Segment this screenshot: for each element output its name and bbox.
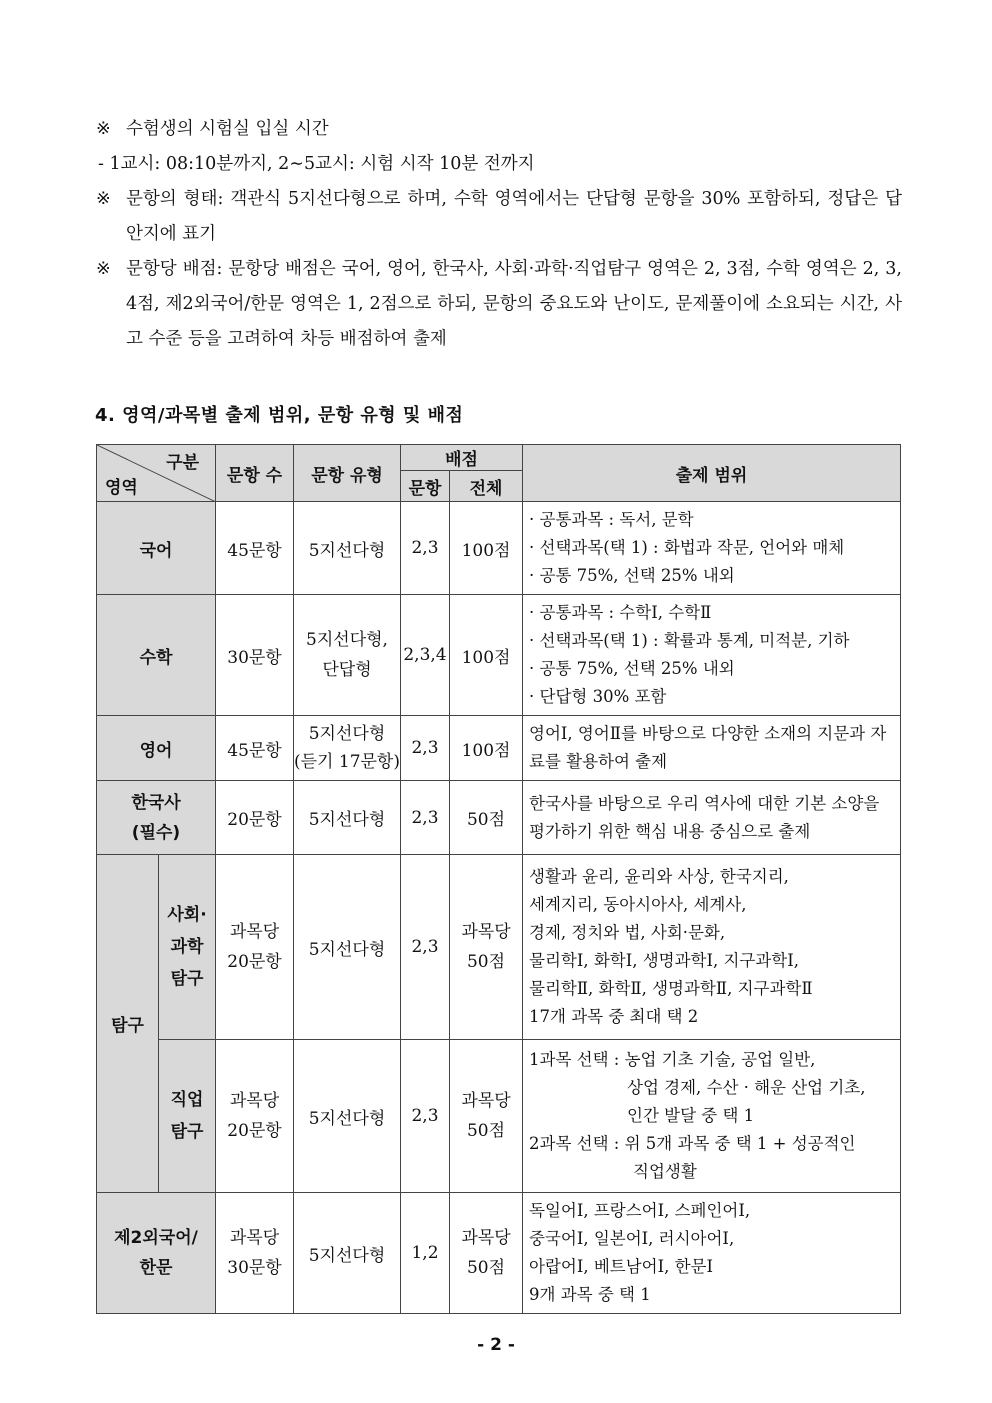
total-social-science: [450, 855, 523, 1040]
type-math-line-1: 5지선다형,: [306, 630, 388, 650]
range-line: 중국어Ⅰ, 일본어Ⅰ, 러시아어Ⅰ,: [529, 1229, 735, 1248]
range-english: 영어Ⅰ, 영어Ⅱ를 바탕으로 다양한 소재의 지문과 자료를 활용하여 출제: [523, 716, 901, 781]
count-social-science-line-2: 20문항: [227, 952, 282, 972]
area-history-line-1: 한국사: [131, 792, 181, 813]
count-social-science: [216, 855, 294, 1040]
total-math: 100점: [450, 595, 523, 716]
total-vocational: [450, 1040, 523, 1193]
total-history: 50점: [450, 781, 523, 855]
total-vocational-line-2: 50점: [466, 1121, 506, 1141]
per-item-social-science: 2,3: [401, 855, 450, 1040]
count-history: 20문항: [216, 781, 294, 855]
section-title: 4. 영역/과목별 출제 범위, 문항 유형 및 배점: [95, 405, 464, 426]
table-row-history: [97, 781, 901, 855]
area-english: 영어: [97, 716, 216, 781]
range-line: · 선택과목(택 1) : 확률과 통계, 미적분, 기하: [529, 631, 850, 650]
note-marker: ※: [96, 189, 111, 209]
per-item-english: 2,3: [401, 716, 450, 781]
table-row-math: [97, 595, 901, 716]
range-line: · 단답형 30% 포함: [529, 687, 667, 706]
header-range: 출제 범위: [523, 445, 901, 502]
type-korean: 5지선다형: [294, 502, 401, 595]
header-row: [97, 445, 901, 471]
header-diagonal-cell: [97, 445, 216, 502]
range-line-indented: 인간 발달 중 택 1: [627, 1106, 755, 1125]
count-foreign-line-2: 30문항: [227, 1258, 282, 1278]
per-item-foreign: 1,2: [401, 1193, 450, 1314]
table-row-korean: [97, 502, 901, 595]
range-line: 아랍어Ⅰ, 베트남어Ⅰ, 한문Ⅰ: [529, 1257, 713, 1276]
count-vocational: [216, 1040, 294, 1193]
count-foreign: [216, 1193, 294, 1314]
count-vocational-line-2: 20문항: [227, 1121, 282, 1141]
range-line: 독일어Ⅰ, 프랑스어Ⅰ, 스페인어Ⅰ,: [529, 1201, 751, 1220]
sub-social-science-line-1: 사회·: [167, 905, 207, 925]
total-social-science-line-1: 과목당: [461, 922, 511, 942]
range-korean: [523, 502, 901, 595]
type-history: 5지선다형: [294, 781, 401, 855]
total-social-science-line-2: 50점: [466, 952, 506, 972]
type-vocational: 5지선다형: [294, 1040, 401, 1193]
range-social-science: [523, 855, 901, 1040]
header-type: 문항 유형: [294, 445, 401, 502]
total-vocational-line-1: 과목당: [461, 1091, 511, 1111]
table-row-vocational: [97, 1040, 901, 1193]
range-line: 17개 과목 중 최대 택 2: [529, 1007, 699, 1026]
area-foreign-line-1: 제2외국어/: [114, 1228, 198, 1248]
note-entry-time: [96, 112, 902, 147]
header-total: 전체: [450, 471, 523, 502]
area-korean: 국어: [97, 502, 216, 595]
range-line: · 공통과목 : 수학Ⅰ, 수학Ⅱ: [529, 603, 712, 622]
range-line: 생활과 윤리, 윤리와 사상, 한국지리,: [529, 867, 789, 886]
area-history-line-2: (필수): [131, 822, 181, 843]
count-foreign-line-1: 과목당: [229, 1228, 280, 1248]
area-history: [97, 781, 216, 855]
total-foreign-line-2: 50점: [466, 1258, 506, 1278]
range-line-indented: 직업생활: [633, 1162, 697, 1181]
range-line-indented: 상업 경제, 수산 · 해운 산업 기초,: [627, 1078, 866, 1097]
range-line: · 공통 75%, 선택 25% 내외: [529, 659, 735, 678]
range-foreign: [523, 1193, 901, 1314]
area-math: 수학: [97, 595, 216, 716]
count-social-science-line-1: 과목당: [229, 922, 280, 942]
page-number: - 2 -: [477, 1335, 515, 1355]
header-count: 문항 수: [216, 445, 294, 502]
per-item-history: 2,3: [401, 781, 450, 855]
type-english-line-1: 5지선다형: [308, 724, 386, 744]
range-line: · 공통 75%, 선택 25% 내외: [529, 566, 735, 585]
range-math: [523, 595, 901, 716]
table-row-english: [97, 716, 901, 781]
note-marker: ※: [96, 259, 111, 279]
type-english: [294, 716, 401, 781]
total-english: 100점: [450, 716, 523, 781]
range-line: · 선택과목(택 1) : 화법과 작문, 언어와 매체: [529, 538, 845, 557]
note-entry-time-title: 수험생의 시험실 입실 시간: [126, 119, 329, 139]
count-math: 30문항: [216, 595, 294, 716]
range-line: 2과목 선택 : 위 5개 과목 중 택 1 + 성공적인: [529, 1134, 856, 1153]
range-line: 1과목 선택 : 농업 기초 기술, 공업 일반,: [529, 1050, 816, 1069]
header-score: 배점: [401, 445, 523, 471]
sub-social-science-line-2: 과학: [170, 937, 204, 957]
area-inquiry: 탐구: [97, 855, 159, 1193]
table-row-foreign: [97, 1193, 901, 1314]
sub-vocational-line-2: 탐구: [170, 1122, 204, 1142]
range-line: · 공통과목 : 독서, 문학: [529, 510, 694, 529]
note-question-type: [96, 182, 902, 252]
sub-social-science: [159, 855, 216, 1040]
header-gubun: 구분: [166, 453, 199, 473]
header-area: 영역: [105, 478, 138, 498]
count-english: 45문항: [216, 716, 294, 781]
exam-table: [96, 444, 901, 1314]
count-vocational-line-1: 과목당: [229, 1091, 280, 1111]
note-question-type-text: 문항의 형태: 객관식 5지선다형으로 하며, 수학 영역에서는 단답형 문항을 30% 포함하되, 정답은 답안지에 표기: [126, 189, 902, 244]
note-score: [96, 252, 902, 357]
note-score-text: 문항당 배점: 문항당 배점은 국어, 영어, 한국사, 사회·과학·직업탐구 영역은 2, 3점, 수학 영역은 2, 3, 4점, 제2외국어/한문 영역은 1, 2점으로 하되, 문항의 중요도와 난이도, 문제풀이에 소요되는 시간, 사고 수준 등을 고려하여 차등 배점하여 출제: [126, 259, 902, 349]
per-item-vocational: 2,3: [401, 1040, 450, 1193]
header-per-item: 문항: [401, 471, 450, 502]
sub-vocational-line-1: 직업: [170, 1090, 204, 1110]
sub-social-science-line-3: 탐구: [170, 969, 204, 989]
type-english-line-2: (듣기 17문항): [294, 752, 400, 772]
type-foreign: 5지선다형: [294, 1193, 401, 1314]
area-foreign: [97, 1193, 216, 1314]
area-foreign-line-2: 한문: [139, 1258, 173, 1278]
total-korean: 100점: [450, 502, 523, 595]
total-foreign-line-1: 과목당: [461, 1228, 511, 1248]
range-vocational: [523, 1040, 901, 1193]
range-line: 9개 과목 중 택 1: [529, 1285, 651, 1304]
per-item-korean: 2,3: [401, 502, 450, 595]
type-social-science: 5지선다형: [294, 855, 401, 1040]
range-line: 세계지리, 동아시아사, 세계사,: [529, 895, 747, 914]
total-foreign: [450, 1193, 523, 1314]
note-marker: ※: [96, 119, 111, 139]
per-item-math: 2,3,4: [401, 595, 450, 716]
table-row-social-science: [97, 855, 901, 1040]
type-math: [294, 595, 401, 716]
range-history: 한국사를 바탕으로 우리 역사에 대한 기본 소양을 평가하기 위한 핵심 내용 중심으로 출제: [523, 781, 901, 855]
range-line: 물리학Ⅱ, 화학Ⅱ, 생명과학Ⅱ, 지구과학Ⅱ: [529, 979, 813, 998]
range-line: 경제, 정치와 법, 사회·문화,: [529, 923, 726, 942]
count-korean: 45문항: [216, 502, 294, 595]
notes: [96, 112, 902, 357]
range-line: 물리학Ⅰ, 화학Ⅰ, 생명과학Ⅰ, 지구과학Ⅰ,: [529, 951, 800, 970]
note-entry-time-detail: - 1교시: 08:10분까지, 2∼5교시: 시험 시작 10분 전까지: [98, 154, 535, 174]
type-math-line-2: 단답형: [322, 660, 372, 680]
sub-vocational: [159, 1040, 216, 1193]
